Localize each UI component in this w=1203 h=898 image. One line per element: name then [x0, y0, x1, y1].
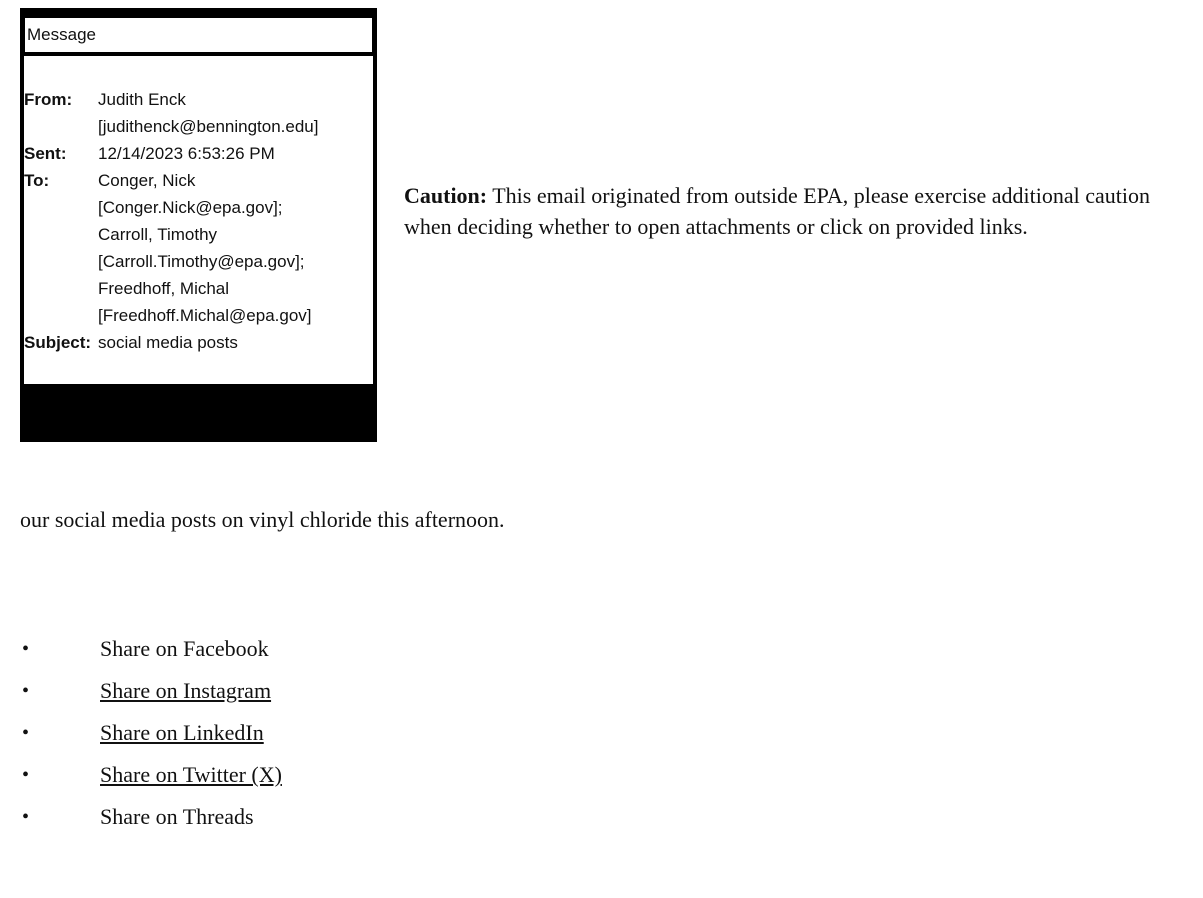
share-facebook-text: Share on Facebook	[100, 636, 269, 661]
sent-label: Sent:	[24, 144, 67, 163]
message-title: Message	[24, 17, 373, 53]
message-header-fields	[24, 56, 373, 384]
share-twitter-link[interactable]: Share on Twitter (X)	[100, 762, 282, 787]
from-label: From:	[24, 90, 73, 109]
to-line: [Carroll.Timothy@epa.gov];	[98, 252, 305, 271]
from-name: Judith Enck	[98, 90, 186, 109]
caution-notice	[404, 180, 1199, 242]
bullet: •	[22, 638, 30, 660]
to-line: Freedhoff, Michal	[98, 279, 230, 298]
email-body-text: our social media posts on vinyl chloride this afternoon.	[20, 507, 505, 532]
subject-label: Subject:	[24, 333, 92, 352]
bullet: •	[22, 722, 30, 744]
bullet: •	[22, 680, 30, 702]
caution-text: This email originated from outside EPA, please exercise additional caution when deciding whether to open attachments or click on provided links.	[404, 183, 1151, 239]
to-line: Conger, Nick	[98, 171, 196, 190]
share-threads-text: Share on Threads	[100, 804, 254, 829]
caution-label: Caution:	[404, 183, 488, 208]
to-line: [Conger.Nick@epa.gov];	[98, 198, 283, 217]
to-label: To:	[24, 171, 50, 190]
share-instagram-link[interactable]: Share on Instagram	[100, 678, 272, 703]
share-linkedin-link[interactable]: Share on LinkedIn	[100, 720, 264, 745]
to-line: Carroll, Timothy	[98, 225, 218, 244]
to-line: [Freedhoff.Michal@epa.gov]	[98, 306, 312, 325]
sent-value: 12/14/2023 6:53:26 PM	[98, 144, 275, 163]
bullet: •	[22, 806, 30, 828]
message-header-box	[20, 8, 377, 442]
from-email: [judithenck@bennington.edu]	[98, 117, 319, 136]
subject-value: social media posts	[98, 333, 238, 352]
bullet: •	[22, 764, 30, 786]
